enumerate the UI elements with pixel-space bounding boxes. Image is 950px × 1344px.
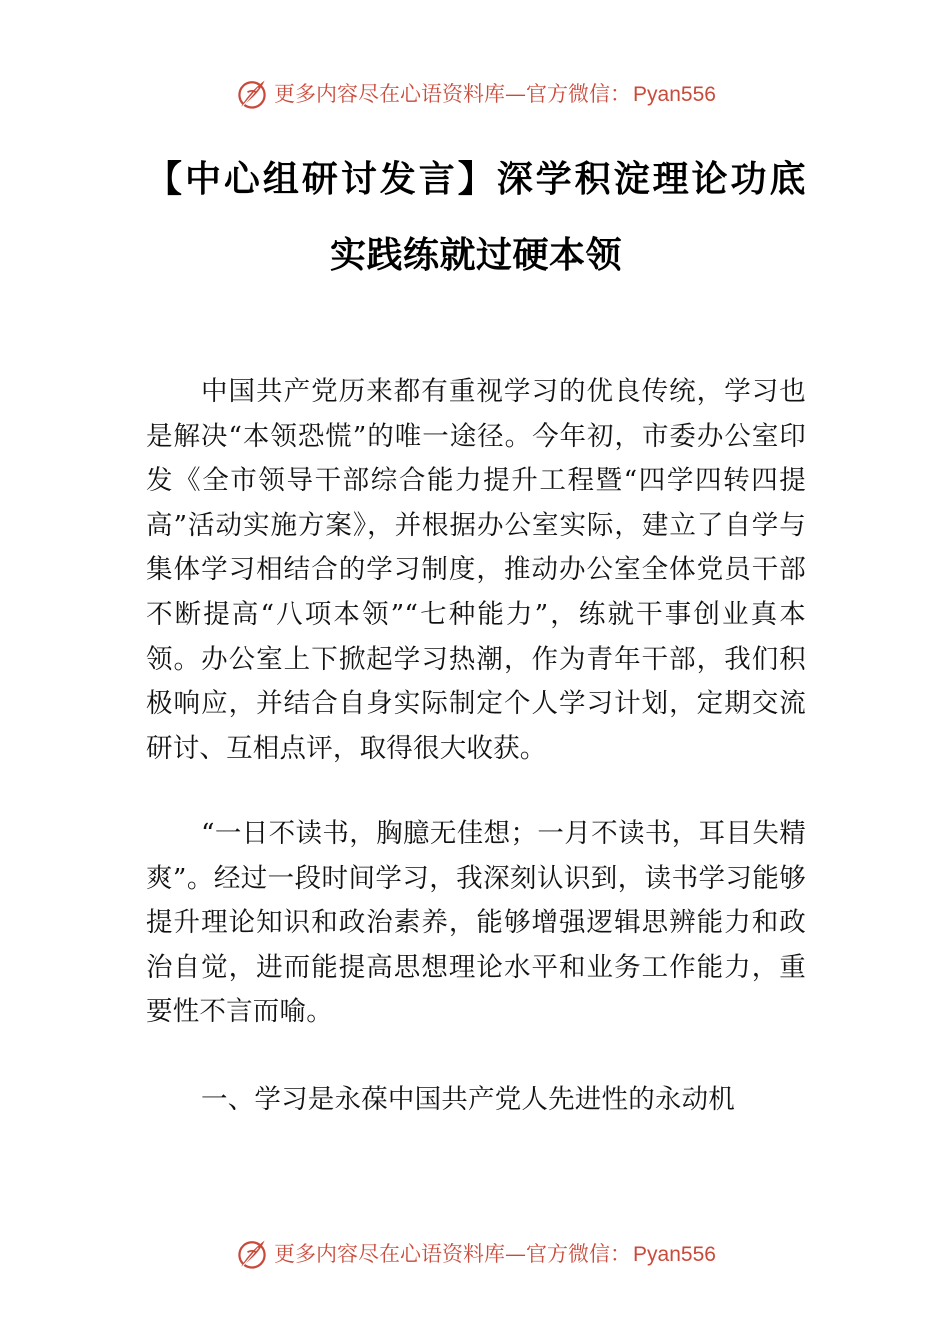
watermark-text: 更多内容尽在心语资料库—官方微信： — [274, 81, 632, 106]
quill-pen-logo-icon — [234, 76, 270, 112]
body-paragraph-2: “一日不读书，胸臆无佳想；一月不读书，耳目失精爽”。经过一段时间学习，我深刻认识到，读书学习能够提升理论知识和政治素养，能够增强逻辑思辨能力和政治自觉，进而能提高思想理论水平和业务工作能力，重要性不言而喻。 — [146, 818, 806, 1028]
footer-watermark — [0, 1232, 950, 1276]
watermark-wechat-handle: Pyan556 — [633, 82, 716, 106]
watermark-wechat-handle: Pyan556 — [633, 1242, 716, 1266]
body-paragraph-1: 中国共产党历来都有重视学习的优良传统，学习也是解决“本领恐慌”的唯一途径。今年初，市委办公室印发《全市领导干部综合能力提升工程暨“四学四转四提高”活动实施方案》，并根据办公室实际，建立了自学与集体学习相结合的学习制度，推动办公室全体党员干部不断提高“八项本领”“七种能力”，练就干事创业真本领。办公室上下掀起学习热潮，作为青年干部，我们积极响应，并结合自身实际制定个人学习计划，定期交流研讨、互相点评，取得很大收获。 — [146, 376, 806, 764]
section-heading-1: 一、学习是永葆中国共产党人先进性的永动机 — [201, 1084, 735, 1115]
watermark-text: 更多内容尽在心语资料库—官方微信： — [274, 1241, 632, 1266]
document-title: 【中心组研讨发言】深学积淀理论功底 实践练就过硬本领 — [146, 159, 806, 276]
header-watermark — [0, 72, 950, 116]
quill-pen-logo-icon — [234, 1236, 270, 1272]
